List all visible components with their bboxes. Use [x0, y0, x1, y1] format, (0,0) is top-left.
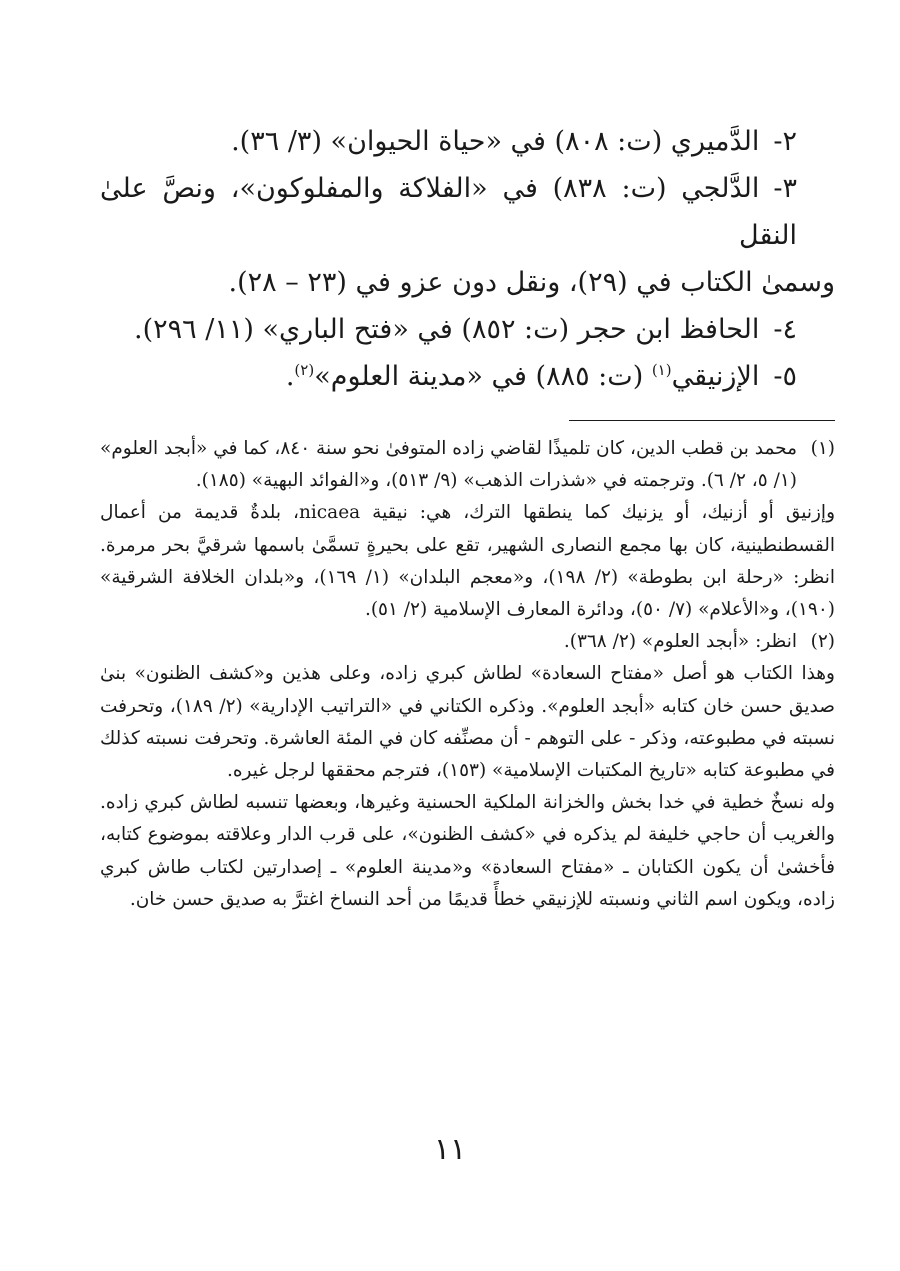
- item-text: وسمىٰ الكتاب في (٢٩)، ونقل دون عزو في (٢٣ – ٢٨).: [228, 267, 835, 298]
- item-text: الحافظ ابن حجر (ت: ٨٥٢) في «فتح الباري» (١١/ ٢٩٦).: [134, 314, 760, 345]
- footnotes: [100, 433, 835, 916]
- footnote-1: [100, 433, 835, 497]
- footnote-number: (٢): [810, 631, 835, 653]
- item-number: ٣-: [773, 173, 797, 204]
- main-text: [100, 118, 835, 400]
- footnote-ref-2[interactable]: (٢): [294, 361, 315, 379]
- item-text: .: [285, 361, 295, 392]
- footnote-paragraph: انظر: «أبجد العلوم» (٢/ ٣٦٨).: [563, 631, 797, 653]
- footnote-paragraph: وله نسخٌ خطية في خدا بخش والخزانة الملكية الحسنية وغيرها، وبعضها تنسبه لطاش كبري زاده. والغريب أن حاجي خليفة لم يذكره في «كشف الظنون»، على قرب الدار وعلاقته بموضوع كتابه، فأخشىٰ أن يكون الكتابان ـ «مفتاح السعادة» و«مدينة العلوم» ـ إصدارتين لكتاب طاش كبري زاده، ويكون اسم الثاني ونسبته للإزنيقي خطأً قديمًا من أحد النساخ اغترَّ به صديق حسن خان.: [100, 792, 835, 910]
- footnote-body: [100, 626, 797, 658]
- item-text: (ت: ٨٨٥) في «مدينة العلوم»: [314, 361, 652, 392]
- item-number: ٢-: [773, 126, 797, 157]
- item-number: ٤-: [773, 314, 797, 345]
- item-text: الإزنيقي: [671, 361, 760, 392]
- item-text: الدَّميري (ت: ٨٠٨) في «حياة الحيوان» (٣/ ٣٦).: [231, 126, 760, 157]
- footnote-body: [100, 433, 797, 497]
- footnote-2: [100, 626, 835, 658]
- item-text: الدَّلجي (ت: ٨٣٨) في «الفلاكة والمفلوكون»، ونصَّ علىٰ النقل: [100, 173, 797, 251]
- footnote-divider: [569, 420, 835, 421]
- footnote-paragraph: وهذا الكتاب هو أصل «مفتاح السعادة» لطاش كبري زاده، وعلى هذين و«كشف الظنون» بنىٰ صديق حسن خان كتابه «أبجد العلوم». وذكره الكتاني في «التراتيب الإدارية» (٢/ ١٨٩)، وتحرفت نسبته في مطبوعته، وذكر - على التوهم - أن مصنِّفه كان في المئة العاشرة. وتحرفت نسبته كذلك في مطبوعة كتابه «تاريخ المكتبات الإسلامية» (١٥٣)، فترجم محققها لرجل غيره.: [100, 663, 835, 782]
- list-item: [100, 165, 835, 259]
- list-item: [100, 306, 835, 353]
- page-number: ١١: [433, 1132, 467, 1167]
- item-number: ٥-: [773, 361, 797, 392]
- footnote-paragraph: وإزنيق أو أزنيك، أو يزنيك كما ينطقها الترك، هي: نيقية nicaea، بلدةٌ قديمة من أعمال القسطنطينية، كان بها مجمع النصارى الشهير، تقع على بحيرةٍ تسمَّىٰ باسمها شرقيَّ بحر مرمرة. انظر: «رحلة ابن بطوطة» (٢/ ١٩٨)، و«معجم البلدان» (١/ ١٦٩)، و«بلدان الخلافة الشرقية» (١٩٠)، و«الأعلام» (٧/ ٥٠)، ودائرة المعارف الإسلامية (٢/ ٥١).: [100, 502, 835, 621]
- footnote-paragraph: محمد بن قطب الدين، كان تلميذًا لقاضي زاده المتوفىٰ نحو سنة ٨٤٠، كما في «أبجد العلوم» (١/ ٥، ٢/ ٦). وترجمته في «شذرات الذهب» (٩/ ٥١٣)، و«الفوائد البهية» (١٨٥).: [100, 438, 797, 492]
- list-item-continuation: [100, 259, 835, 306]
- footnote-number: (١): [810, 438, 835, 459]
- footnote-ref-1[interactable]: (١): [651, 361, 672, 379]
- list-item: [100, 118, 835, 165]
- book-page: [100, 118, 835, 916]
- list-item: [100, 353, 835, 400]
